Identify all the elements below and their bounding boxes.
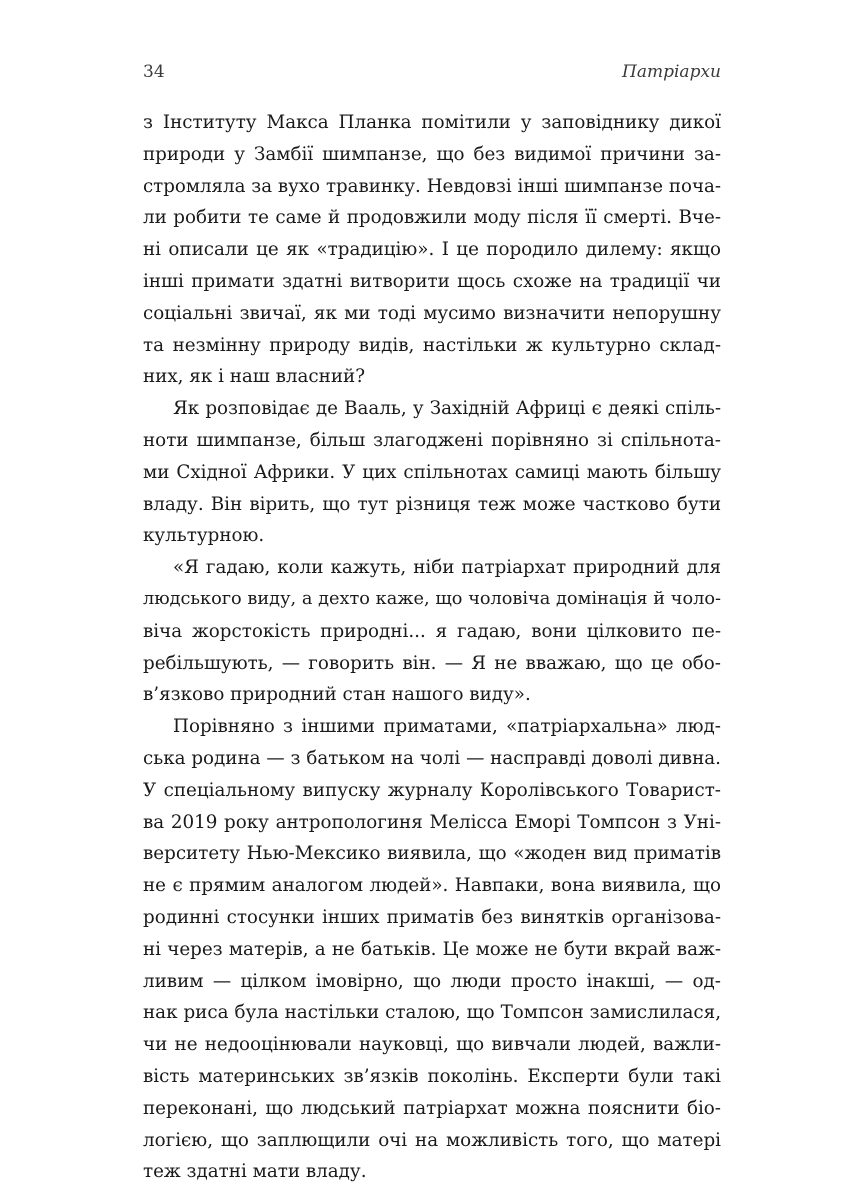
text-line: в’язково природний стан нашого виду». [143, 684, 531, 706]
text-line: логією, що заплющили очі на можливість того, що матері [143, 1129, 721, 1151]
text-line: переконані, що людський патріархат можна пояснити біо- [143, 1097, 721, 1119]
text-line: стромляла за вухо травинку. Невдовзі інші шимпанзе поча- [143, 175, 721, 197]
text-line: чи не недооцінювали науковці, що вивчали людей, важли- [143, 1034, 721, 1056]
text-line: Як розповідає де Вааль, у Західній Африці є деякі спіль- [173, 398, 721, 420]
text-line: ська родина — з батьком на чолі — насправді доволі дивна. [143, 747, 721, 769]
text-line: ли робити те саме й продовжили моду після її смерті. Вче- [143, 207, 721, 229]
text-line: ва 2019 року антропологиня Мелісса Еморі Томпсон з Уні- [143, 811, 721, 833]
text-line: ні через матерів, а не батьків. Це може не бути вкрай важ- [143, 938, 721, 960]
text-line: людського виду, а дехто каже, що чоловіча домінація й чоло- [143, 588, 721, 609]
text-line: та незмінну природу видів, настільки ж культурно склад- [143, 334, 721, 356]
text-line: «Я гадаю, коли кажуть, ніби патріархат природний для [173, 557, 721, 579]
text-line: верситету Нью-Мексико виявила, що «жоден вид приматів [143, 843, 721, 865]
text-line: віча жорстокість природні... я гадаю, вони цілковито пе- [143, 620, 721, 642]
text-line: соціальні звичаї, як ми тоді мусимо визначити непорушну [143, 302, 721, 324]
text-line: вість материнських зв’язків поколінь. Експерти були такі [143, 1065, 721, 1087]
page-header [143, 62, 721, 88]
text-line: культурною. [143, 525, 265, 547]
text-line: ми Східної Африки. У цих спільнотах самиці мають більшу [143, 461, 721, 483]
text-line: теж здатні мати владу. [143, 1161, 367, 1183]
text-line: з Інституту Макса Планка помітили у заповіднику дикої [143, 112, 721, 133]
text-line: У спеціальному випуску журналу Королівського Товарист- [143, 779, 721, 801]
running-title: Патріархи [622, 62, 721, 82]
text-line: родинні стосунки інших приматів без винятків організова- [143, 906, 721, 928]
text-line: ребільшують, — говорить він. — Я не вважаю, що це обо- [143, 652, 721, 674]
body-text [143, 107, 721, 1188]
text-line: ливим — цілком імовірно, що люди просто інакші, — од- [143, 970, 721, 992]
text-line: не є прямим аналогом людей». Навпаки, вона виявила, що [143, 875, 721, 897]
text-line: Порівняно з іншими приматами, «патріархальна» люд- [173, 716, 721, 738]
text-line: інші примати здатні витворити щось схоже на традиції чи [143, 270, 721, 292]
page-number: 34 [143, 62, 165, 82]
text-line: природи у Замбії шимпанзе, що без видимої причини за- [143, 143, 721, 165]
text-line: ноти шимпанзе, більш злагоджені порівняно зі спільнота- [143, 429, 721, 451]
text-line: владу. Він вірить, що тут різниця теж може частково бути [143, 493, 721, 515]
text-line: ні описали це як «традицію». І це породило дилему: якщо [143, 239, 721, 261]
text-line: нак риса була настільки сталою, що Томпсон замислилася, [143, 1002, 721, 1024]
text-line: них, як і наш власний? [143, 366, 366, 388]
